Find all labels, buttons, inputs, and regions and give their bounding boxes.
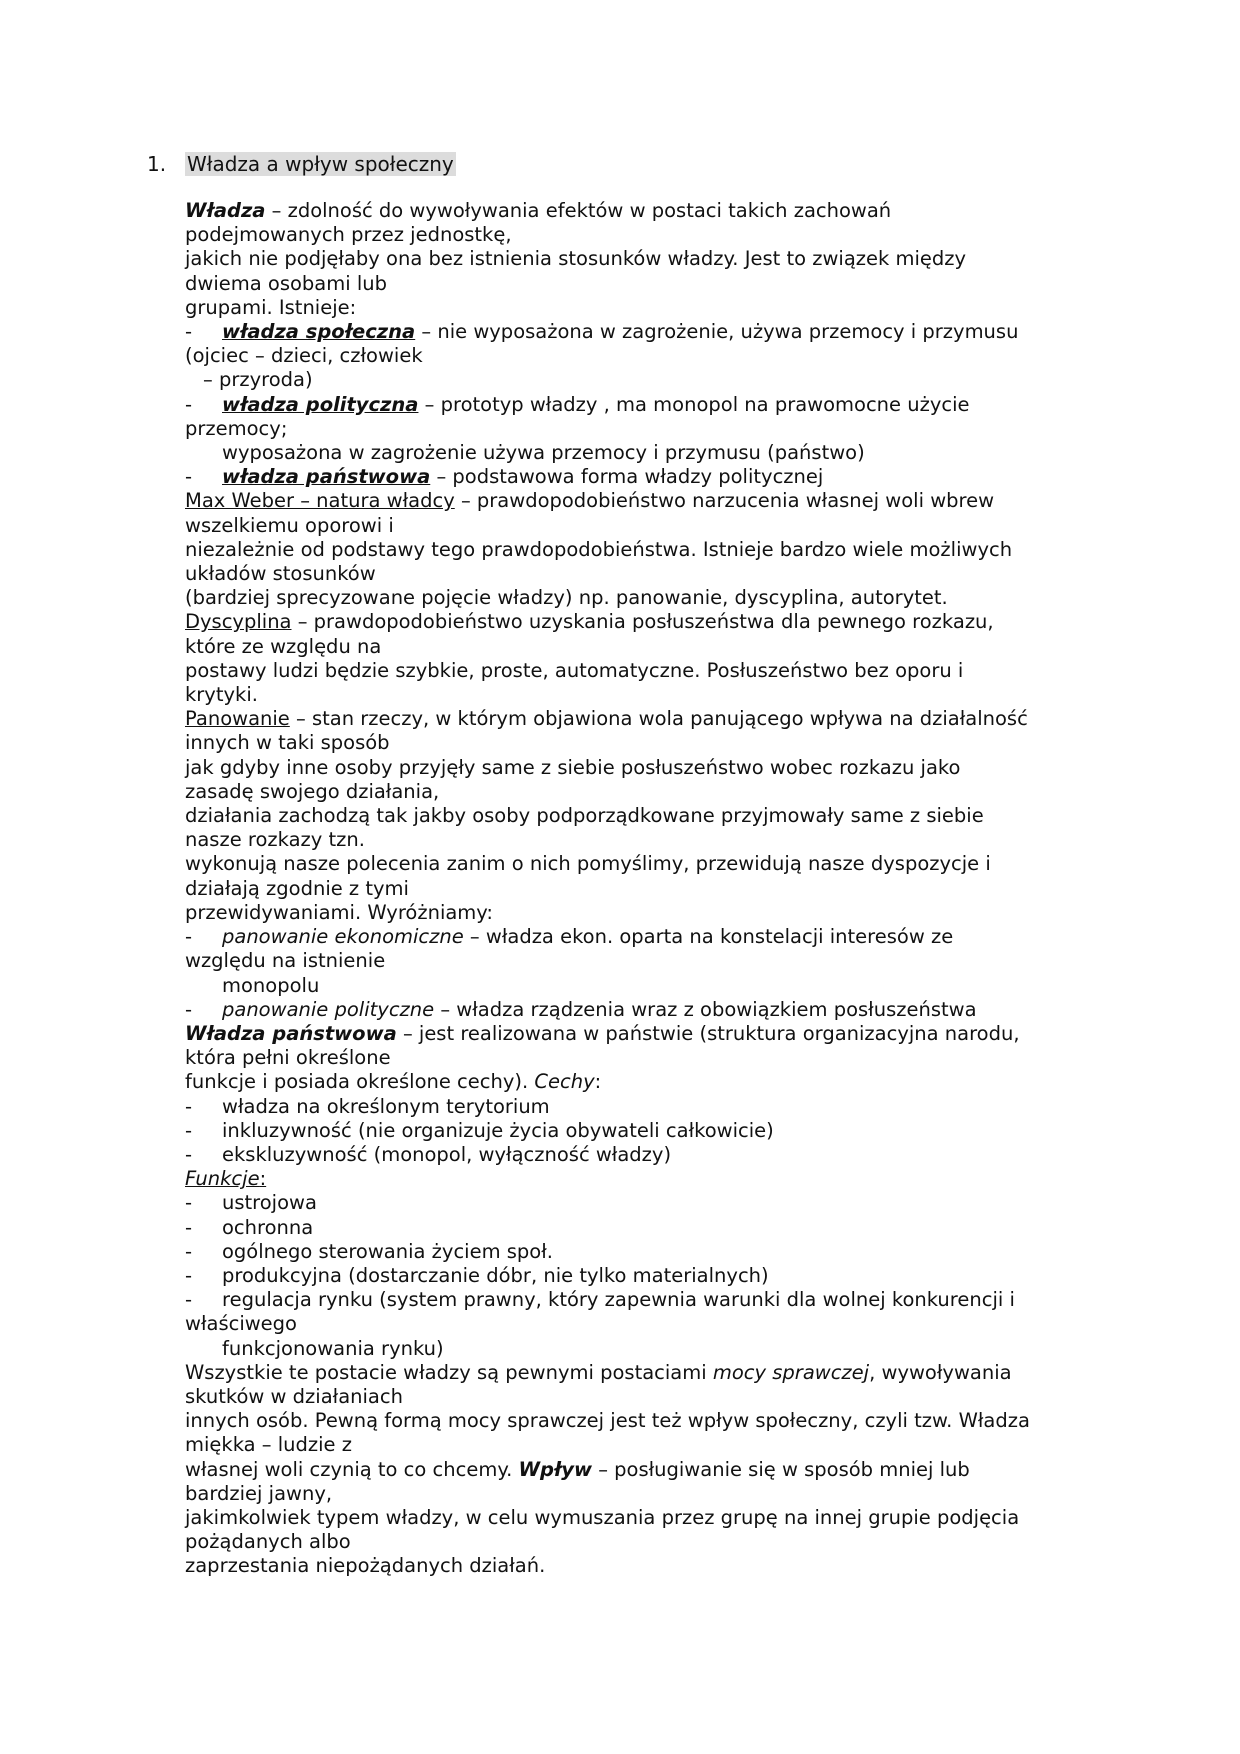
bullet-item	[185, 320, 1105, 344]
paragraph-line: monopolu	[222, 973, 320, 997]
bullet-item	[185, 925, 1105, 949]
paragraph-line	[185, 610, 1105, 634]
term-wladza-panstwowa: władza państwowa	[222, 465, 431, 489]
bullet-item	[185, 465, 1105, 489]
dash-bullet: -	[185, 392, 193, 416]
paragraph-line: jakimkolwiek typem władzy, w celu wymuszania przez grupę na innej grupie podjęcia	[185, 1505, 1020, 1529]
paragraph-line: przewidywaniami. Wyróżniamy:	[185, 900, 493, 924]
term-wladza-panstwowa-def: Władza państwowa	[185, 1021, 397, 1045]
text-span: – jest realizowana w państwie (struktura organizacyjna narodu,	[396, 1021, 1020, 1045]
text-span: :	[594, 1070, 602, 1094]
paragraph-line	[185, 707, 1105, 731]
paragraph-line: postawy ludzi będzie szybkie, proste, automatyczne. Posłuszeństwo bez oporu i	[185, 658, 964, 682]
bullet-item	[185, 393, 1105, 417]
paragraph-line: (bardziej sprecyzowane pojęcie władzy) np. panowanie, dyscyplina, autorytet.	[185, 586, 948, 610]
paragraph-line: – przyroda)	[203, 368, 313, 392]
text-span: – prawdopodobieństwo narzucenia własnej woli wbrew	[454, 489, 995, 513]
term-wladza-spoleczna: władza społeczna	[222, 320, 416, 344]
paragraph-line: względu na istnienie	[185, 949, 386, 973]
paragraph-line: wykonują nasze polecenia zanim o nich pomyślimy, przewidują nasze dyspozycje i	[185, 852, 991, 876]
paragraph-line: działają zgodnie z tymi	[185, 876, 409, 900]
paragraph-line: zasadę swojego działania,	[185, 779, 440, 803]
term-dyscyplina: Dyscyplina	[185, 610, 292, 634]
text-span: ochronna	[222, 1215, 314, 1239]
paragraph-line: skutków w działaniach	[185, 1384, 403, 1408]
term-panowanie-polityczne: panowanie polityczne	[222, 997, 435, 1021]
text-span: inkluzywność (nie organizuje życia obywateli całkowicie)	[222, 1118, 774, 1142]
text-span: władza na określonym terytorium	[222, 1094, 550, 1118]
paragraph-line: innych osób. Pewną formą mocy sprawczej jest też wpływ społeczny, czyli tzw. Władza	[185, 1409, 1030, 1433]
paragraph-line: jakich nie podjęłaby ona bez istnienia stosunków władzy. Jest to związek między	[185, 247, 967, 271]
text-span: – nie wyposażona w zagrożenie, używa przemocy i przymusu	[415, 320, 1019, 344]
term-panowanie-ekonomiczne: panowanie ekonomiczne	[222, 925, 464, 949]
paragraph-line: które ze względu na	[185, 634, 382, 658]
text-span: – władza rządzenia wraz z obowiązkiem posłuszeństwa	[434, 997, 977, 1021]
bullet-item	[185, 998, 1105, 1022]
paragraph-line: podejmowanych przez jednostkę,	[185, 223, 512, 247]
text-span: – zdolność do wywoływania efektów w postaci takich zachowań	[265, 199, 892, 222]
paragraph-line: bardziej jawny,	[185, 1481, 333, 1505]
dash-bullet: -	[185, 925, 193, 949]
term-wladza: Władza	[185, 199, 266, 222]
text-span: – władza ekon. oparta na konstelacji interesów ze	[463, 925, 954, 949]
text-span: – posługiwanie się w sposób mniej lub	[592, 1457, 970, 1481]
paragraph-line: zaprzestania niepożądanych działań.	[185, 1554, 546, 1578]
bullet-item	[185, 1119, 1105, 1143]
paragraph-line: nasze rozkazy tzn.	[185, 828, 365, 852]
text-span: – prototyp władzy , ma monopol na prawomocne użycie	[418, 392, 970, 416]
paragraph-line: pożądanych albo	[185, 1530, 351, 1554]
term-panowanie: Panowanie	[185, 707, 290, 731]
bullet-item	[185, 1143, 1105, 1167]
paragraph-line: krytyki.	[185, 683, 258, 707]
text-span: produkcyjna (dostarczanie dóbr, nie tylko materialnych)	[222, 1263, 769, 1287]
paragraph-line: właściwego	[185, 1312, 297, 1336]
dash-bullet: -	[185, 1191, 193, 1215]
paragraph-line: niezależnie od podstawy tego prawdopodobieństwa. Istnieje bardzo wiele możliwych	[185, 537, 1013, 561]
paragraph-line	[185, 1361, 1105, 1385]
dash-bullet: -	[185, 320, 193, 344]
paragraph-line	[185, 1070, 1105, 1094]
term-funkcje: Funkcje	[185, 1167, 260, 1191]
dash-bullet: -	[185, 997, 193, 1021]
paragraph-line	[185, 1167, 1105, 1191]
document-body	[185, 199, 1105, 1579]
text-span: własnej woli czynią to co chcemy.	[185, 1457, 519, 1481]
paragraph-line	[185, 1022, 1105, 1046]
bullet-item	[185, 1095, 1105, 1119]
dash-bullet: -	[185, 1215, 193, 1239]
term-max-weber: Max Weber – natura władcy	[185, 489, 455, 513]
dash-bullet: -	[185, 1239, 193, 1263]
section-heading	[147, 150, 456, 178]
text-span: Wszystkie te postacie władzy są pewnymi postaciami	[185, 1360, 713, 1384]
text-span: ekskluzywność (monopol, wyłączność władzy)	[222, 1142, 672, 1166]
paragraph-line	[185, 199, 1105, 223]
text-span: ustrojowa	[222, 1191, 317, 1215]
bullet-item	[185, 1264, 1105, 1288]
paragraph-line: układów stosunków	[185, 562, 376, 586]
text-span: ogólnego sterowania życiem społ.	[222, 1239, 553, 1263]
paragraph-line	[185, 489, 1105, 513]
text-span: funkcje i posiada określone cechy).	[185, 1070, 535, 1094]
dash-bullet: -	[185, 1142, 193, 1166]
text-span: regulacja rynku (system prawny, który zapewnia warunki dla wolnej konkurencji i	[222, 1288, 1015, 1312]
text-span: , wywoływania	[869, 1360, 1012, 1384]
term-cechy: Cechy	[534, 1070, 595, 1094]
term-wplyw: Wpływ	[518, 1457, 592, 1481]
dash-bullet: -	[185, 1263, 193, 1287]
paragraph-line: innych w taki sposób	[185, 731, 390, 755]
text-span: :	[259, 1167, 267, 1191]
term-wladza-polityczna: władza polityczna	[222, 392, 419, 416]
heading-number: 1.	[147, 152, 167, 176]
paragraph-line: funkcjonowania rynku)	[222, 1336, 444, 1360]
bullet-item	[185, 1240, 1105, 1264]
paragraph-line: (ojciec – dzieci, człowiek	[185, 344, 423, 368]
dash-bullet: -	[185, 1118, 193, 1142]
paragraph-line: grupami. Istnieje:	[185, 295, 357, 319]
heading-title: Władza a wpływ społeczny	[187, 152, 454, 176]
text-span: – podstawowa forma władzy politycznej	[430, 465, 824, 489]
term-mocy-sprawczej: mocy sprawczej	[712, 1360, 870, 1384]
paragraph-line: wyposażona w zagrożenie używa przemocy i przymusu (państwo)	[222, 441, 865, 465]
paragraph-line: przemocy;	[185, 416, 288, 440]
text-span: – stan rzeczy, w którym objawiona wola panującego wpływa na działalność	[289, 707, 1028, 731]
bullet-item	[185, 1216, 1105, 1240]
paragraph-line: która pełni określone	[185, 1046, 391, 1070]
dash-bullet: -	[185, 465, 193, 489]
dash-bullet: -	[185, 1094, 193, 1118]
text-span: – prawdopodobieństwo uzyskania posłuszeństwa dla pewnego rozkazu,	[291, 610, 994, 634]
paragraph-line: jak gdyby inne osoby przyjęły same z siebie posłuszeństwo wobec rozkazu jako	[185, 755, 961, 779]
paragraph-line: miękka – ludzie z	[185, 1433, 352, 1457]
paragraph-line: wszelkiemu oporowi i	[185, 513, 394, 537]
dash-bullet: -	[185, 1288, 193, 1312]
paragraph-line: działania zachodzą tak jakby osoby podporządkowane przyjmowały same z siebie	[185, 804, 984, 828]
bullet-item	[185, 1288, 1105, 1312]
paragraph-line	[185, 1458, 1105, 1482]
bullet-item	[185, 1191, 1105, 1215]
paragraph-line: dwiema osobami lub	[185, 271, 387, 295]
